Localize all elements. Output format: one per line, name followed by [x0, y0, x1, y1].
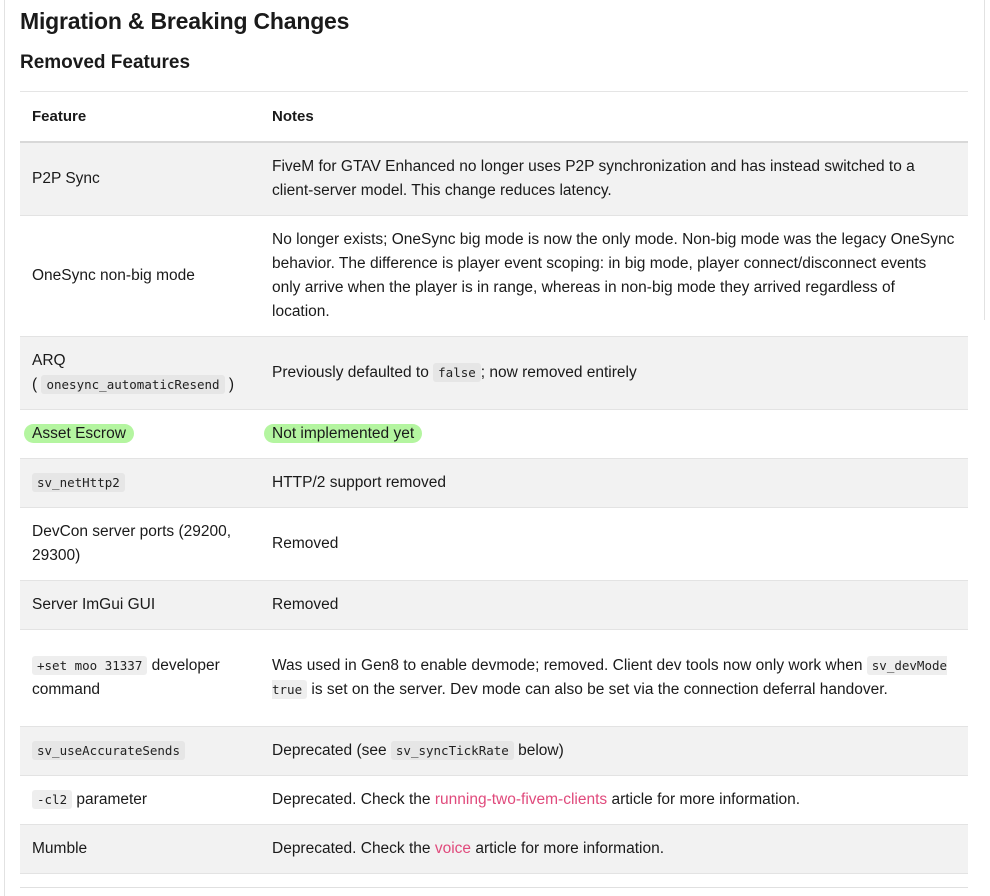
table-row [20, 824, 968, 873]
running-two-fivem-clients-link[interactable]: running-two-fivem-clients [434, 790, 608, 808]
notes-text: Deprecated (see [272, 741, 387, 759]
notes-text: ; now removed entirely [480, 363, 637, 381]
feature-cell [20, 409, 260, 458]
inline-code: sv_netHttp2 [32, 473, 125, 492]
table-row [20, 726, 968, 775]
table-row [20, 775, 968, 824]
feature-cell: Server ImGui GUI [20, 580, 260, 629]
notes-cell: FiveM for GTAV Enhanced no longer uses P2P synchronization and has instead switched to a client-server model. This change reduces latency. [260, 142, 968, 215]
page-title: Migration & Breaking Changes [20, 8, 350, 34]
table-row [20, 215, 968, 336]
feature-cell [20, 629, 260, 726]
feature-cell [20, 775, 260, 824]
feature-text: developer command [32, 656, 220, 698]
inline-code: sv_devMode true [272, 657, 948, 697]
header-feature: Feature [20, 92, 260, 143]
inline-code: -cl2 [32, 790, 72, 809]
notes-cell: HTTP/2 support removed [260, 458, 968, 507]
notes-cell [260, 726, 968, 775]
notes-cell: Removed [260, 507, 968, 580]
notes-cell [260, 775, 968, 824]
notes-cell: No longer exists; OneSync big mode is now the only mode. Non-big mode was the legacy OneSync behavior. The difference is player event scoping: in big mode, player connect/disconnect events only arrive when the player is in range, whereas in non-big mode they arrived regardless of location. [260, 215, 968, 336]
section-title: Removed Features [20, 52, 191, 73]
inline-code: onesync_automaticResend [41, 375, 224, 394]
notes-cell [260, 629, 968, 726]
feature-cell: OneSync non-big mode [20, 215, 260, 336]
table-row [20, 142, 968, 215]
notes-text: article for more information. [611, 790, 801, 808]
notes-text: Deprecated. Check the [272, 839, 431, 857]
feature-cell [20, 458, 260, 507]
notes-cell: Removed [260, 580, 968, 629]
header-notes: Notes [260, 92, 968, 143]
inline-code: false [433, 363, 481, 382]
table-row [20, 580, 968, 629]
removed-features-table [20, 91, 968, 874]
highlighted-text: Not implemented yet [264, 424, 422, 443]
inline-code: sv_useAccurateSends [32, 741, 185, 760]
table-row [20, 458, 968, 507]
feature-cell [20, 726, 260, 775]
notes-text: article for more information. [475, 839, 665, 857]
feature-cell: P2P Sync [20, 142, 260, 215]
paren-close: ) [228, 375, 235, 393]
notes-cell [260, 824, 968, 873]
feature-text: parameter [76, 790, 148, 808]
notes-cell [260, 409, 968, 458]
paren-open: ( [32, 375, 38, 393]
section-divider [20, 887, 968, 888]
table-row [20, 409, 968, 458]
table-header-row [20, 92, 968, 143]
feature-text: ARQ [32, 351, 66, 369]
notes-text: below) [518, 741, 564, 759]
table-row [20, 336, 968, 409]
table-row [20, 629, 968, 726]
left-border [4, 0, 5, 896]
notes-text: Deprecated. Check the [272, 790, 431, 808]
feature-cell: DevCon server ports (29200, 29300) [20, 507, 260, 580]
voice-link[interactable]: voice [434, 839, 472, 857]
inline-code: +set moo 31337 [32, 656, 147, 675]
inline-code: sv_syncTickRate [391, 741, 514, 760]
table-row [20, 507, 968, 580]
notes-text: Was used in Gen8 to enable devmode; removed. Client dev tools now only work when [272, 656, 863, 674]
notes-cell [260, 336, 968, 409]
right-border [984, 0, 985, 320]
notes-text: is set on the server. Dev mode can also be set via the connection deferral handover. [311, 680, 888, 698]
highlighted-text: Asset Escrow [24, 424, 134, 443]
feature-cell: Mumble [20, 824, 260, 873]
feature-cell [20, 336, 260, 409]
notes-text: Previously defaulted to [272, 363, 429, 381]
